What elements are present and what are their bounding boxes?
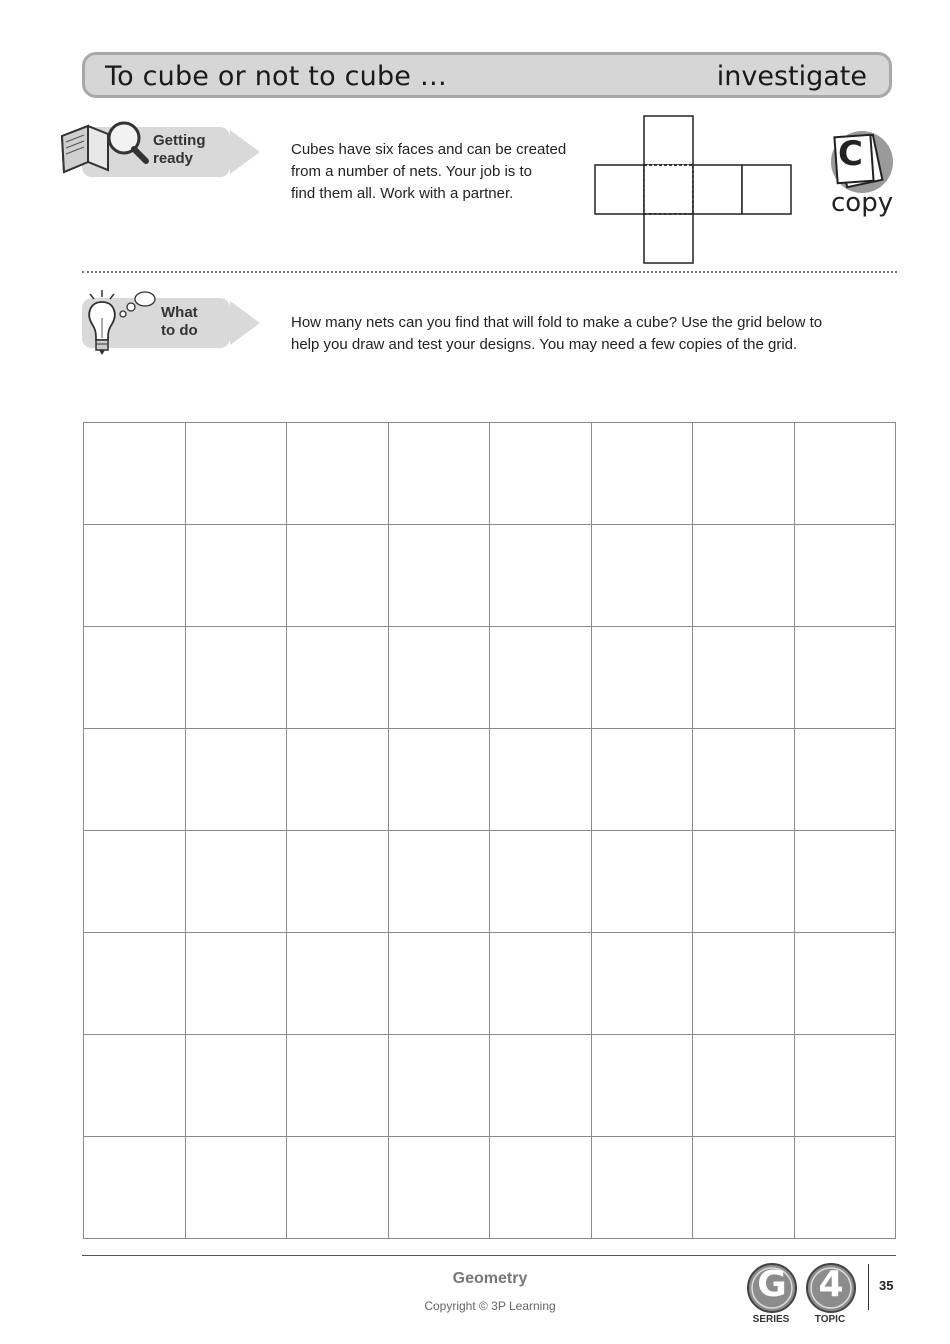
grid-cell bbox=[490, 627, 592, 729]
grid-cell bbox=[693, 729, 795, 831]
grid-cell bbox=[84, 627, 186, 729]
grid-cell bbox=[490, 1137, 592, 1239]
grid-cell bbox=[591, 729, 693, 831]
grid-cell bbox=[287, 831, 389, 933]
grid-cell bbox=[185, 729, 287, 831]
grid-row bbox=[84, 729, 896, 831]
grid-cell bbox=[591, 1137, 693, 1239]
grid-cell bbox=[84, 1137, 186, 1239]
grid-cell bbox=[794, 831, 896, 933]
grid-cell bbox=[185, 423, 287, 525]
grid-cell bbox=[287, 1137, 389, 1239]
grid-cell bbox=[84, 423, 186, 525]
grid-cell bbox=[794, 729, 896, 831]
title-bar bbox=[82, 52, 892, 98]
grid-cell bbox=[84, 933, 186, 1035]
grid-cell bbox=[591, 831, 693, 933]
copy-badge-label: copy bbox=[831, 188, 894, 218]
grid-cell bbox=[794, 627, 896, 729]
grid-cell bbox=[794, 525, 896, 627]
topic-label: TOPIC bbox=[814, 1314, 846, 1325]
grid-cell bbox=[490, 423, 592, 525]
footer-divider bbox=[82, 1255, 896, 1256]
grid-cell bbox=[794, 423, 896, 525]
grid-cell bbox=[388, 729, 490, 831]
getting-ready-text-line1: Cubes have six faces and can be created bbox=[291, 141, 567, 158]
grid-cell bbox=[693, 831, 795, 933]
grid-cell bbox=[84, 831, 186, 933]
grid-cell bbox=[591, 933, 693, 1035]
footer-vertical-divider bbox=[868, 1264, 869, 1310]
series-label: SERIES bbox=[752, 1314, 790, 1325]
page-title: To cube or not to cube … bbox=[105, 61, 448, 92]
what-to-do-label bbox=[161, 304, 198, 340]
net-face-right bbox=[693, 165, 742, 214]
grid-cell bbox=[388, 525, 490, 627]
grid-cell bbox=[794, 933, 896, 1035]
cube-net-diagram bbox=[594, 115, 794, 265]
book-magnifier-icon bbox=[58, 116, 150, 178]
grid-cell bbox=[693, 1137, 795, 1239]
getting-ready-text-line3: find them all. Work with a partner. bbox=[291, 185, 514, 202]
grid-cell bbox=[287, 627, 389, 729]
grid-cell bbox=[490, 525, 592, 627]
grid-cell bbox=[185, 525, 287, 627]
grid-cell bbox=[287, 729, 389, 831]
grid-cell bbox=[591, 627, 693, 729]
grid-cell bbox=[287, 423, 389, 525]
net-face-center bbox=[644, 165, 693, 214]
lightbulb-icon bbox=[84, 288, 160, 358]
grid-cell bbox=[693, 627, 795, 729]
grid-cell bbox=[693, 423, 795, 525]
net-face-far-right bbox=[742, 165, 791, 214]
grid-cell bbox=[287, 933, 389, 1035]
grid-cell bbox=[388, 1137, 490, 1239]
getting-ready-tag-arrow bbox=[230, 130, 260, 174]
grid-cell bbox=[388, 831, 490, 933]
footer-subject: Geometry bbox=[452, 1270, 528, 1287]
grid-cell bbox=[185, 1035, 287, 1137]
grid-cell bbox=[490, 933, 592, 1035]
grid-row bbox=[84, 423, 896, 525]
grid-row bbox=[84, 831, 896, 933]
grid-cell bbox=[84, 525, 186, 627]
grid-cell bbox=[388, 627, 490, 729]
series-letter: G bbox=[757, 1264, 787, 1305]
getting-ready-label-line1: Getting bbox=[153, 132, 206, 149]
grid-cell bbox=[794, 1137, 896, 1239]
grid-cell bbox=[591, 1035, 693, 1137]
getting-ready-label-line2: ready bbox=[153, 150, 194, 167]
net-face-top bbox=[644, 116, 693, 165]
grid-row bbox=[84, 525, 896, 627]
grid-cell bbox=[287, 525, 389, 627]
section-divider bbox=[82, 271, 897, 273]
grid-cell bbox=[490, 1035, 592, 1137]
what-to-do-text-line2: help you draw and test your designs. You may need a few copies of the grid. bbox=[291, 336, 798, 353]
grid-cell bbox=[388, 1035, 490, 1137]
grid-cell bbox=[185, 1137, 287, 1239]
grid-cell bbox=[693, 933, 795, 1035]
net-face-left bbox=[595, 165, 644, 214]
footer-copyright: Copyright © 3P Learning bbox=[424, 1299, 556, 1313]
what-to-do-label-line1: What bbox=[161, 304, 198, 321]
grid-cell bbox=[84, 729, 186, 831]
grid-cell bbox=[490, 831, 592, 933]
grid-row bbox=[84, 1035, 896, 1137]
grid-cell bbox=[185, 933, 287, 1035]
copy-badge-letter: C bbox=[838, 134, 863, 174]
grid-cell bbox=[388, 423, 490, 525]
what-to-do-text-line1: How many nets can you find that will fold to make a cube? Use the grid below to bbox=[291, 314, 823, 331]
grid-row bbox=[84, 933, 896, 1035]
net-face-bottom bbox=[644, 214, 693, 263]
grid-cell bbox=[490, 729, 592, 831]
drawing-grid bbox=[83, 422, 896, 1239]
grid-row bbox=[84, 627, 896, 729]
grid-cell bbox=[388, 933, 490, 1035]
what-to-do-text bbox=[291, 312, 891, 356]
grid-cell bbox=[591, 525, 693, 627]
grid-cell bbox=[287, 1035, 389, 1137]
grid-cell bbox=[185, 831, 287, 933]
getting-ready-text-line2: from a number of nets. Your job is to bbox=[291, 163, 532, 180]
grid-cell bbox=[794, 1035, 896, 1137]
topic-number: 4 bbox=[818, 1264, 844, 1305]
grid-cell bbox=[84, 1035, 186, 1137]
grid-cell bbox=[591, 423, 693, 525]
what-to-do-label-line2: to do bbox=[161, 322, 198, 339]
getting-ready-label bbox=[153, 132, 206, 168]
grid-row bbox=[84, 1137, 896, 1239]
activity-type: investigate bbox=[716, 61, 867, 92]
page-number: 35 bbox=[879, 1278, 894, 1293]
grid-cell bbox=[693, 525, 795, 627]
grid-cell bbox=[185, 627, 287, 729]
getting-ready-text bbox=[291, 139, 591, 205]
grid-cell bbox=[693, 1035, 795, 1137]
what-to-do-tag-arrow bbox=[230, 301, 260, 345]
